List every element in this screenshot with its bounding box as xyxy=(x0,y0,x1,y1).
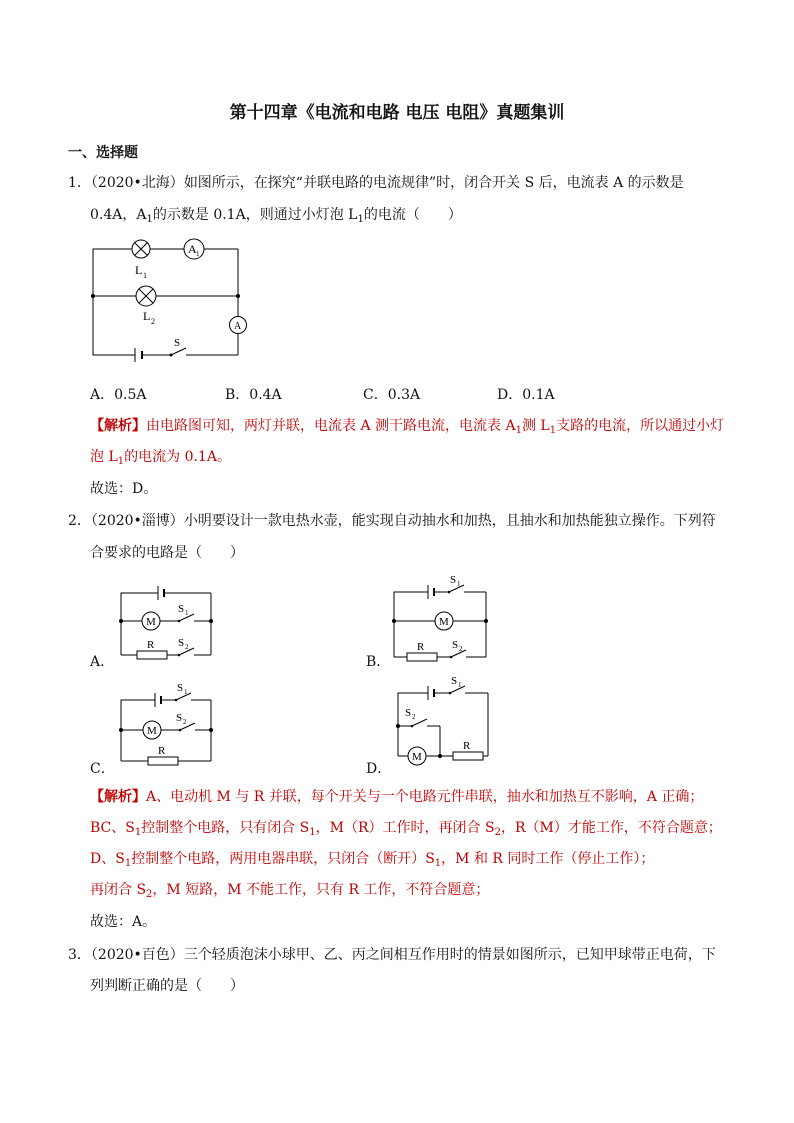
motor-a-label: M xyxy=(146,616,156,628)
q1-text-2c: 的电流（ ） xyxy=(363,207,462,223)
analysis-tag: 【解析】 xyxy=(90,789,146,805)
motor-b-label: M xyxy=(439,616,449,628)
q1-option-a: A．0.5A xyxy=(90,387,147,403)
q2-ana-sub: 2 xyxy=(494,827,501,838)
q2-ana-3c: ，M 和 R 同时工作（停止工作）； xyxy=(441,851,655,867)
switch-c1-sub: 1 xyxy=(184,688,188,696)
lamp-l2-label: L xyxy=(143,309,151,323)
q2-analysis-line1 xyxy=(90,786,703,806)
switch-d2-sub: 2 xyxy=(412,713,416,721)
page-title: 第十四章《电流和电路 电压 电阻》真题集训 xyxy=(229,103,565,123)
lamp-l2-sub: 2 xyxy=(151,317,155,326)
q2-option-b-label: B． xyxy=(366,654,391,670)
resistor-a-label: R xyxy=(147,639,155,651)
q3-line1 xyxy=(68,944,716,964)
switch-a2-label: S xyxy=(178,637,185,649)
q2-answer: 故选：A。 xyxy=(90,914,157,930)
section-heading: 一、选择题 xyxy=(68,145,138,161)
switch-a2-sub: 2 xyxy=(185,643,189,651)
q2-ana-3a: D、S xyxy=(90,851,125,867)
q2-source: （2020•淄博） xyxy=(90,513,184,529)
q2-ana-4b: ，M 短路，M 不能工作，只有 R 工作，不符合题意； xyxy=(152,882,490,898)
q2-option-a-label: A． xyxy=(90,654,115,670)
resistor-d-label: R xyxy=(463,740,471,752)
q3-line2: 列判断正确的是（ ） xyxy=(90,978,244,994)
switch-b1-sub: 1 xyxy=(457,580,461,588)
q1-ana-sub: 1 xyxy=(117,456,125,467)
q2-ana-4a: 再闭合 S xyxy=(90,882,147,898)
q2-analysis-line2 xyxy=(90,817,722,837)
switch-s-label: S xyxy=(174,337,181,349)
q1-ana-2b: 的电流为 0.1A。 xyxy=(124,449,231,465)
ammeter-a1-sub: 1 xyxy=(196,250,200,258)
q2-ana-sub: 2 xyxy=(146,889,153,900)
q1-option-d: D．0.1A xyxy=(497,387,555,403)
switch-b2-sub: 2 xyxy=(459,645,463,653)
q3-number: 3． xyxy=(68,947,91,963)
q1-ana-2a: 泡 L xyxy=(90,449,118,465)
q1-text-2a: 0.4A，A xyxy=(90,207,147,223)
q1-text-2b: 的示数是 0.1A，则通过小灯泡 L xyxy=(152,207,358,223)
q1-ana-1c: 支路的电流，所以通过小灯 xyxy=(556,418,725,434)
q2-ana-2b: 控制整个电路，只有闭合 S xyxy=(141,820,310,836)
resistor-c-label: R xyxy=(158,745,166,757)
switch-d1-sub: 1 xyxy=(458,681,462,689)
switch-b2-label: S xyxy=(452,639,459,651)
q1-source: （2020•北海） xyxy=(90,175,184,191)
analysis-tag: 【解析】 xyxy=(90,418,146,434)
q2-ana-2d: ，R（M）才能工作，不符合题意； xyxy=(500,820,722,836)
q3-text-1: 三个轻质泡沫小球甲、乙、丙之间相互作用时的情景如图所示，已知甲球带正电荷，下 xyxy=(183,947,716,963)
q1-sub: 1 xyxy=(357,214,364,225)
q2-ana-sub: 1 xyxy=(309,827,316,838)
q3-source: （2020•百色） xyxy=(90,947,184,963)
switch-a1-sub: 1 xyxy=(185,609,189,617)
q2-line2: 合要求的电路是（ ） xyxy=(90,545,244,561)
switch-a1-label: S xyxy=(178,603,185,615)
q1-ana-sub: 1 xyxy=(515,425,522,436)
q1-text-1: 如图所示，在探究“并联电路的电流规律”时，闭合开关 S 后，电流表 A 的示数是 xyxy=(183,175,684,191)
q2-ana-3b: 控制整个电路，两用电器串联，只闭合（断开）S xyxy=(131,851,435,867)
lamp-l1-sub: 1 xyxy=(143,271,147,280)
q1-option-c: C．0.3A xyxy=(363,387,421,403)
q2-number: 2． xyxy=(68,513,91,529)
q2-analysis-line3 xyxy=(90,848,654,868)
q2-ana-2c: ，M（R）工作时，再闭合 S xyxy=(315,820,495,836)
switch-c1-label: S xyxy=(177,682,184,694)
q1-option-b: B．0.4A xyxy=(225,387,282,403)
q1-ana-sub: 1 xyxy=(549,425,557,436)
switch-c2-label: S xyxy=(176,712,183,724)
lamp-l1-label: L xyxy=(135,263,143,277)
q2-ana-1: A、电动机 M 与 R 并联，每个开关与一个电路元件串联，抽水和加热互不影响，A 正确； xyxy=(146,789,704,805)
switch-d2-label: S xyxy=(405,707,412,719)
switch-d1-label: S xyxy=(451,675,458,687)
ammeter-a-label: A xyxy=(234,321,242,332)
q2-option-c-label: C． xyxy=(90,761,115,777)
q2-text-1: 小明要设计一款电热水壶，能实现自动抽水和加热，且抽水和加热能独立操作。下列符 xyxy=(183,513,716,529)
q2-analysis-line4 xyxy=(90,879,489,899)
motor-d-label: M xyxy=(412,751,422,763)
q1-ana-1b: 测 L xyxy=(521,418,550,434)
q2-ana-sub: 1 xyxy=(134,827,142,838)
q1-number: 1． xyxy=(68,175,91,191)
switch-c2-sub: 2 xyxy=(183,718,187,726)
q2-ana-sub: 1 xyxy=(434,858,442,869)
q1-sub: 1 xyxy=(146,214,153,225)
motor-c-label: M xyxy=(147,725,157,737)
resistor-b-label: R xyxy=(417,641,425,653)
q1-answer: 故选：D。 xyxy=(90,481,158,497)
q2-ana-sub: 1 xyxy=(124,858,132,869)
q2-option-d-label: D． xyxy=(366,761,392,777)
ammeter-a1-label: A xyxy=(188,242,197,256)
q1-ana-1a: 由电路图可知，两灯并联，电流表 A 测干路电流，电流表 A xyxy=(146,418,516,434)
switch-b1-label: S xyxy=(450,574,457,586)
q2-ana-2a: BC、S xyxy=(90,820,135,836)
